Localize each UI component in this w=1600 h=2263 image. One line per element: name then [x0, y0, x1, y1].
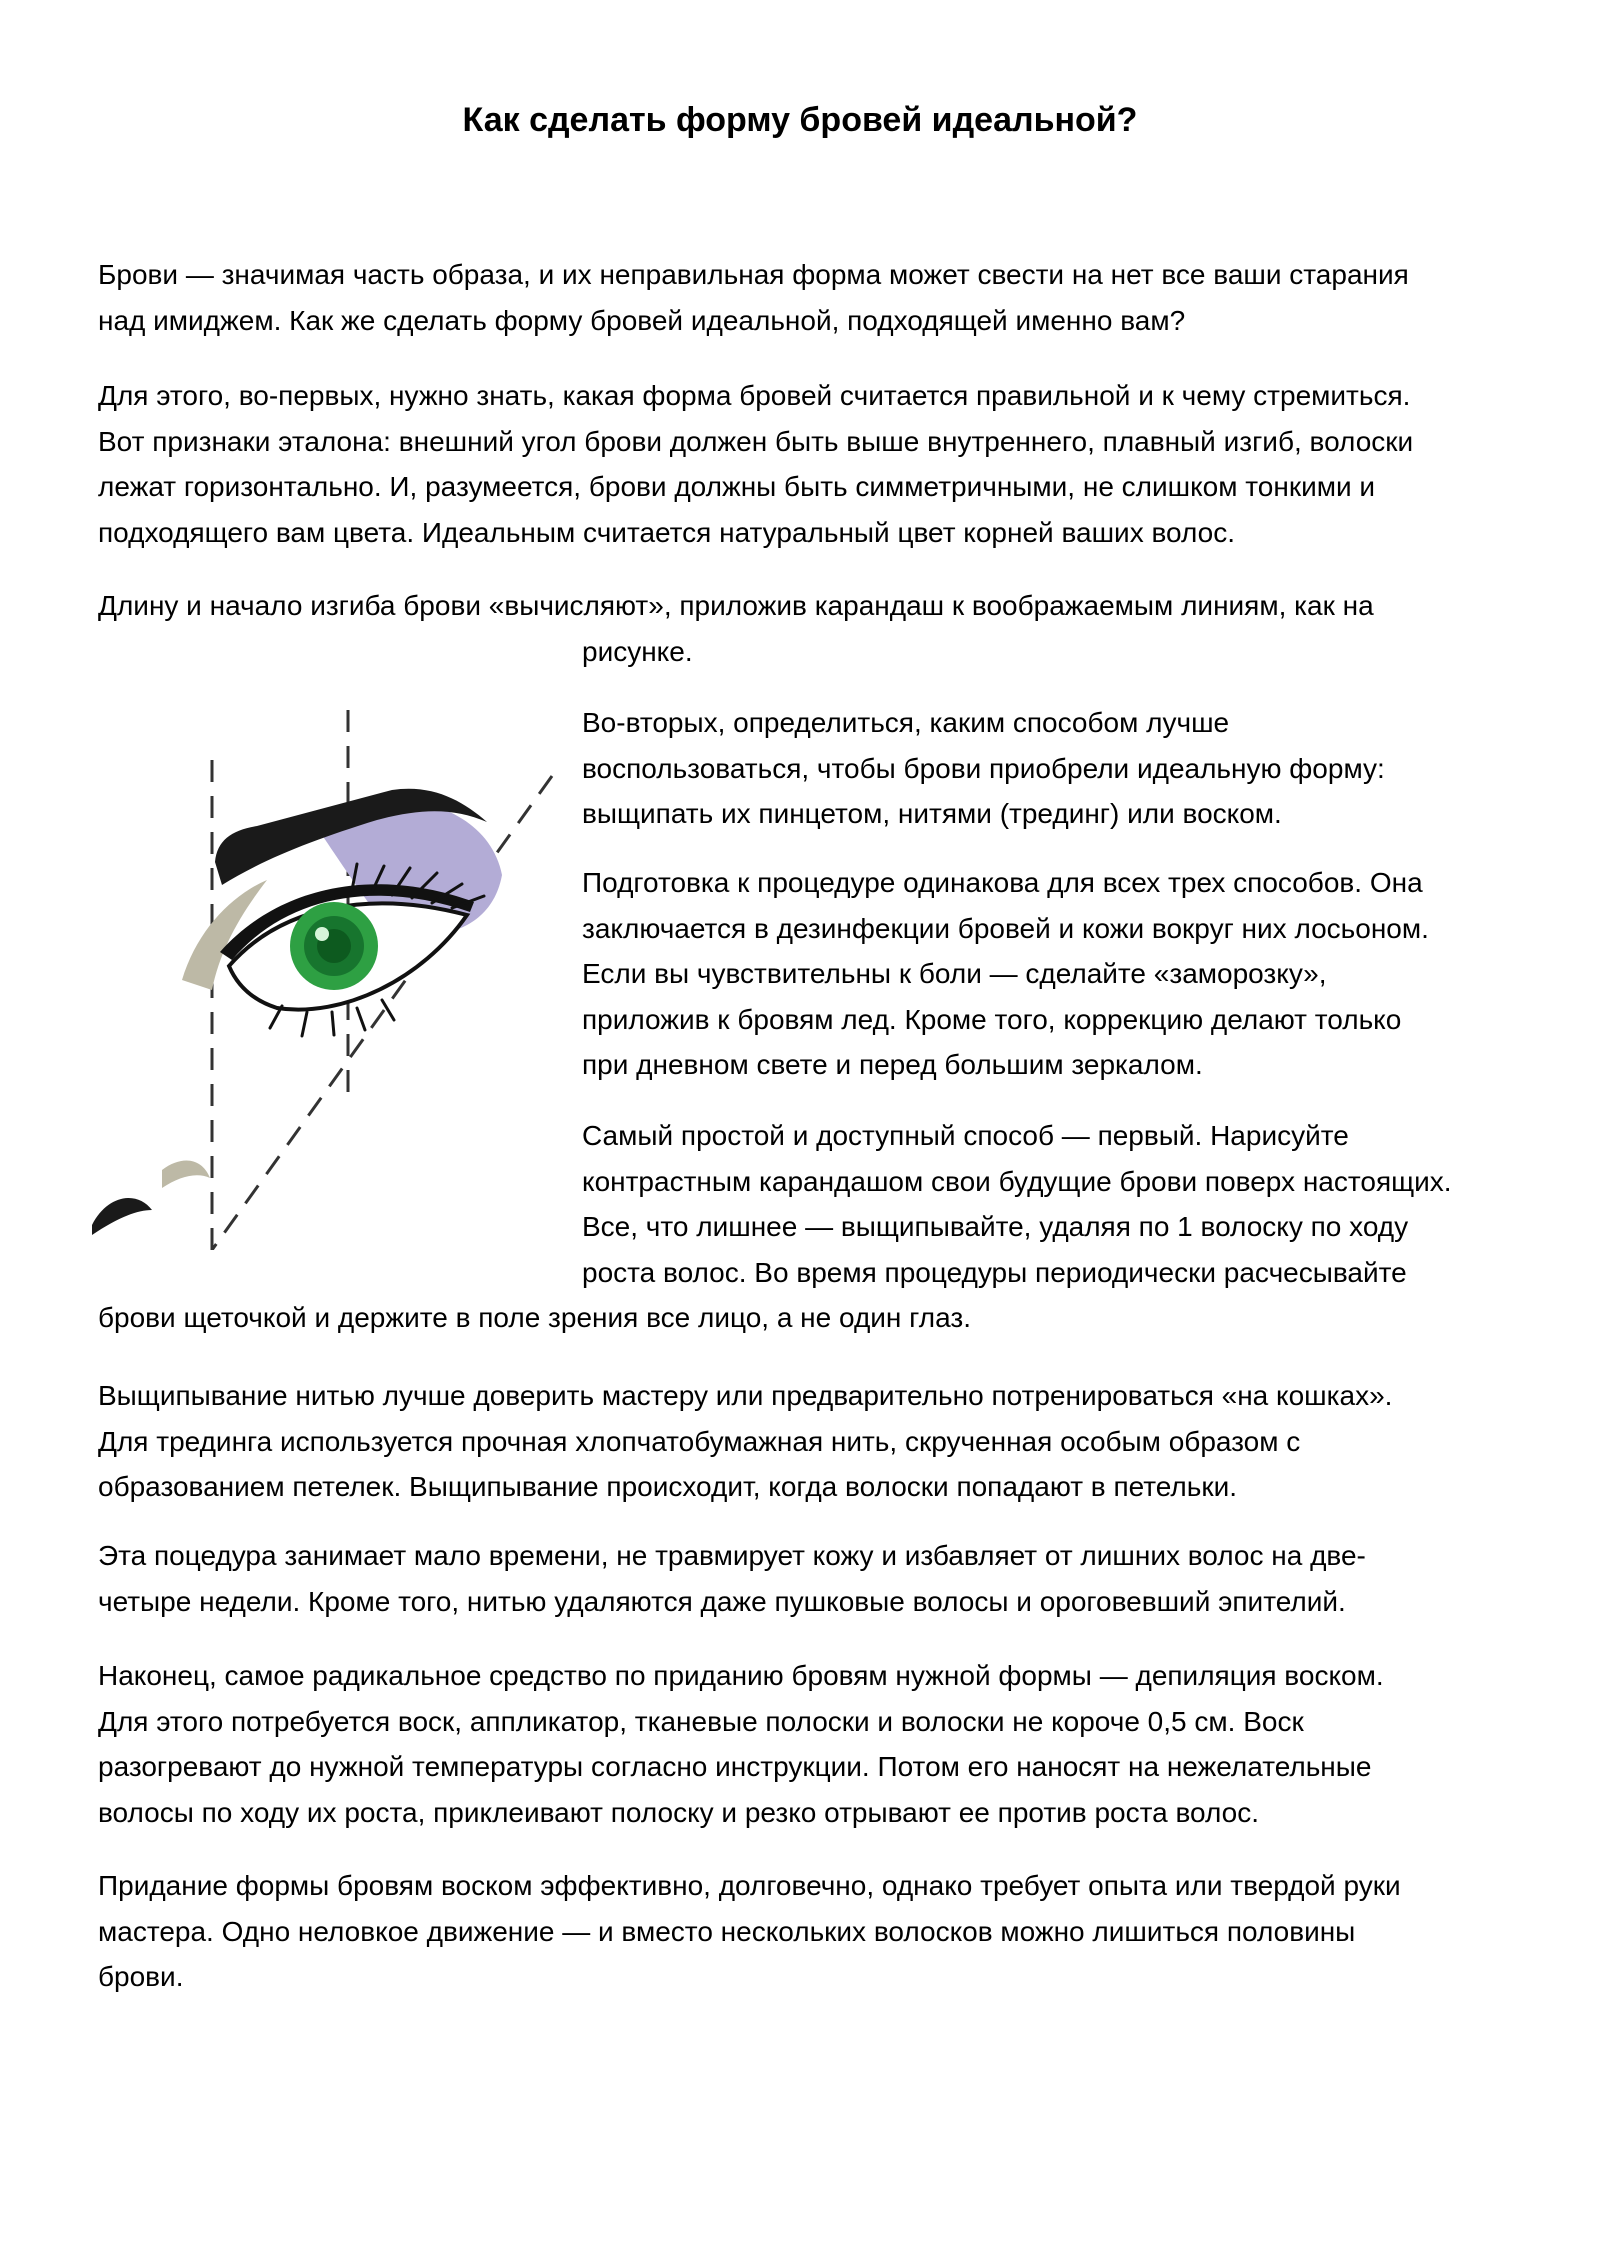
text-line: Самый простой и доступный способ — первый. Нарисуйте [582, 1120, 1349, 1151]
eye-glint [315, 927, 329, 941]
text-line: Для этого потребуется воск, аппликатор, тканевые полоски и волоски не короче 0,5 см. Воск [98, 1705, 1304, 1737]
paragraph-method [582, 700, 1385, 837]
text-line: Все, что лишнее — выщипывайте, удаляя по 1 волоску по ходу [582, 1211, 1409, 1242]
text-line: приложив к бровям лед. Кроме того, коррекцию делают только [582, 1003, 1402, 1035]
text-line: брови щеточкой и держите в поле зрения все лицо, а не один глаз. [98, 1302, 971, 1333]
text-line: контрастным карандашом свои будущие брови поверх настоящих. [582, 1165, 1452, 1197]
text-line: Эта поцедура занимает мало времени, не травмирует кожу и избавляет от лишних волос на две- [98, 1540, 1366, 1571]
text-line: брови. [98, 1961, 184, 1992]
paragraph-measure [98, 583, 1374, 674]
paragraph-criteria [98, 373, 1413, 555]
text-line: Наконец, самое радикальное средство по приданию бровям нужной формы — депиляция воском. [98, 1660, 1384, 1691]
text-line: рисунке. [582, 635, 693, 667]
text-line: волосы по ходу их роста, приклеивают полоску и резко отрывают ее против роста волос. [98, 1796, 1259, 1828]
paragraph-intro [98, 252, 1409, 343]
text-line: заключается в дезинфекции бровей и кожи вокруг них лосьоном. [582, 912, 1429, 944]
text-line: Во-вторых, определиться, каким способом лучше [582, 707, 1230, 738]
text-line: разогревают до нужной температуры согласно инструкции. Потом его наносят на нежелательные [98, 1751, 1372, 1782]
paragraph-wax [98, 1653, 1384, 1835]
text-line: Для трединга используется прочная хлопчатобумажная нить, скрученная особым образом с [98, 1425, 1301, 1457]
page-title: Как сделать форму бровей идеальной? [462, 101, 1138, 139]
text-line: мастера. Одно неловкое движение — и вместо нескольких волосков можно лишиться половины [98, 1915, 1356, 1947]
text-line: подходящего вам цвета. Идеальным считается натуральный цвет корней ваших волос. [98, 516, 1235, 548]
text-line: выщипать их пинцетом, нитями (трединг) или воском. [582, 798, 1282, 829]
paragraph-wax-warning [98, 1863, 1401, 2000]
text-line: Длину и начало изгиба брови «вычисляют», приложив карандаш к воображаемым линиям, как на [98, 590, 1374, 621]
text-line: Выщипывание нитью лучше доверить мастеру или предварительно потренироваться «на кошках». [98, 1380, 1393, 1411]
text-line: над имиджем. Как же сделать форму бровей идеальной, подходящей именно вам? [98, 304, 1186, 336]
text-line: образованием петелек. Выщипывание происходит, когда волоски попадают в петельки. [98, 1471, 1238, 1502]
text-line: Придание формы бровям воском эффективно, долговечно, однако требует опыта или твердой руки [98, 1870, 1401, 1901]
text-line: Для этого, во-первых, нужно знать, какая форма бровей считается правильной и к чему стремиться. [98, 380, 1411, 411]
text-line: Брови — значимая часть образа, и их неправильная форма может свести на нет все ваши старания [98, 259, 1409, 290]
text-line: при дневном свете и перед большим зеркалом. [582, 1049, 1203, 1080]
paragraph-thread-benefits [98, 1533, 1366, 1624]
text-line: четыре недели. Кроме того, нитью удаляются даже пушковые волосы и ороговевший эпителий. [98, 1585, 1346, 1617]
paragraph-preparation [582, 860, 1429, 1088]
text-line: Вот признаки эталона: внешний угол брови должен быть выше внутреннего, плавный изгиб, волоски [98, 425, 1414, 457]
text-line: лежат горизонтально. И, разумеется, брови должны быть симметричными, не слишком тонкими и [98, 471, 1376, 502]
paragraph-thread [98, 1373, 1392, 1510]
text-line: Подготовка к процедуре одинакова для всех трех способов. Она [582, 867, 1423, 898]
text-line: роста волос. Во время процедуры периодически расчесывайте [582, 1256, 1407, 1288]
text-line: воспользоваться, чтобы брови приобрели идеальную форму: [582, 752, 1385, 784]
text-line: Если вы чувствительны к боли — сделайте «заморозку», [582, 958, 1327, 989]
paragraph-tweezers [98, 1113, 1452, 1341]
